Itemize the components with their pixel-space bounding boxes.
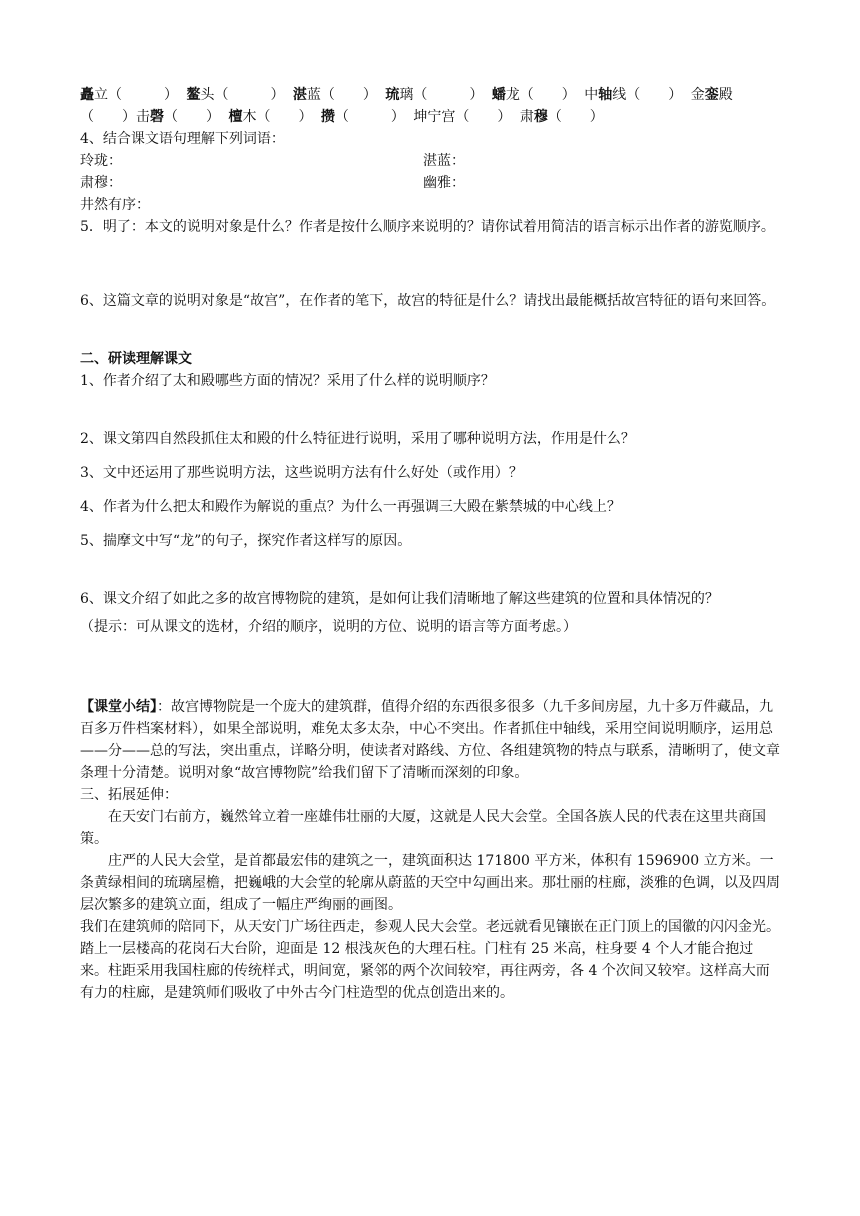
vocab-row-2 [80,106,780,128]
answer-space [80,518,780,530]
class-summary [80,696,780,784]
vocab-item: 琉璃（ ） [385,87,484,103]
vocab-item: 攒（ ） [320,109,405,125]
s3-paragraph-3: 我们在建筑师的陪同下，从天安门广场往西走，参观人民大会堂。老远就看见镶嵌在正门顶上的国徽的闪闪金光。踏上一层楼高的花岗石大台阶，迎面是 12 根浅灰色的大理石柱。门柱有 25 米高，柱身要 4 个人才能合抱过来。柱距采用我国柱廊的传统样式，明间宽，紧邻的两个次间较窄，再往两旁，各 4 个次间又较窄。这样高大而有力的柱廊，是建筑师们吸收了中外古今门柱造型的优点创造出来的。 [80,919,780,1001]
answer-space [80,552,780,588]
answer-space [80,238,780,290]
vocab-item: 矗立（ ） [80,87,178,103]
vocab-item: 坤宁宫（ ） [413,109,512,125]
vocab-item: 檀木（ ） [228,109,313,125]
vocab-item: 金銮殿 [690,87,733,103]
s3-paragraph-1: 在天安门右前方，巍然耸立着一座雄伟壮丽的大厦，这就是人民大会堂。全国各族人民的代表在这里共商国策。 [80,809,766,847]
worksheet-page [80,84,780,1004]
vocab-item: （ ）击磬（ ） [80,109,220,125]
vocab-item: 蟠龙（ ） [491,87,576,103]
answer-space [80,312,780,348]
s2-question-3: 3、文中还运用了那些说明方法，这些说明方法有什么好处（或作用）？ [80,465,523,481]
vocab-item: 湛蓝（ ） [292,87,377,103]
q6-text: 6、这篇文章的说明对象是“故宫”，在作者的笔下，故宫的特征是什么？请找出最能概括故宫特征的语句来回答。 [80,293,776,309]
term-sumu: 肃穆： [80,175,122,191]
answer-space [80,392,780,428]
section-2-title: 二、研读理解课文 [80,351,192,367]
summary-text: ：故宫博物院是一个庞大的建筑群，值得介绍的东西很多很多（九千多间房屋，九十多万件藏品，九百多万件档案材料），如果全部说明，难免太多太杂，中心不突出。作者抓住中轴线，采用空间说明顺序，运用总——分——总的写法，突出重点，详略分明，使读者对路线、方位、各组建筑物的特点与联系，清晰明了，使文章条理十分清楚。说明对象“故宫博物院”给我们留下了清晰而深刻的印象。 [80,699,780,781]
s2-question-1: 1、作者介绍了太和殿哪些方面的情况？采用了什么样的说明顺序？ [80,373,495,389]
vocab-row-1 [80,84,780,106]
term-linglong: 玲珑： [80,153,122,169]
vocab-item: 中轴线（ ） [584,87,683,103]
answer-space [80,638,780,696]
term-jingran: 井然有序： [80,197,150,213]
summary-label: 【课堂小结】 [80,699,157,715]
answer-space [80,484,780,496]
answer-space [80,450,780,462]
section-3-title: 三、拓展延伸： [80,787,178,803]
term-zhanlan: 湛蓝： [423,153,465,169]
vocab-item: 鳌头（ ） [186,87,285,103]
vocab-item: 肃穆（ ） [519,109,604,125]
s2-question-5: 5、揣摩文中写“龙”的句子，探究作者这样写的原因。 [80,533,412,549]
s2-question-4: 4、作者为什么把太和殿作为解说的重点？为什么一再强调三大殿在紫禁城的中心线上？ [80,499,621,515]
q4-terms-row-1 [80,150,780,172]
s2-question-2: 2、课文第四自然段抓住太和殿的什么特征进行说明，采用了哪种说明方法，作用是什么？ [80,431,635,447]
q4-title: 4、结合课文语句理解下列词语： [80,131,285,147]
term-youya: 幽雅： [423,175,465,191]
q5-text: 5．明了：本文的说明对象是什么？作者是按什么顺序来说明的？请你试着用简洁的语言标示出作者的游览顺序。 [80,219,775,235]
s3-paragraph-2: 庄严的人民大会堂，是首都最宏伟的建筑之一，建筑面积达 171800 平方米，体积有 1596900 立方米。一条黄绿相间的琉璃屋檐，把巍峨的大会堂的轮廓从蔚蓝的天空中勾画出来。那壮丽的柱廊，淡雅的色调，以及四周层次繁多的建筑立面，组成了一幅庄严绚丽的画图。 [80,853,780,913]
s2-question-6: 6、课文介绍了如此之多的故宫博物院的建筑，是如何让我们清晰地了解这些建筑的位置和具体情况的？ [80,591,719,607]
q4-terms-row-2 [80,172,780,194]
s2-hint: （提示：可从课文的选材，介绍的顺序，说明的方位、说明的语言等方面考虑。） [80,619,577,635]
